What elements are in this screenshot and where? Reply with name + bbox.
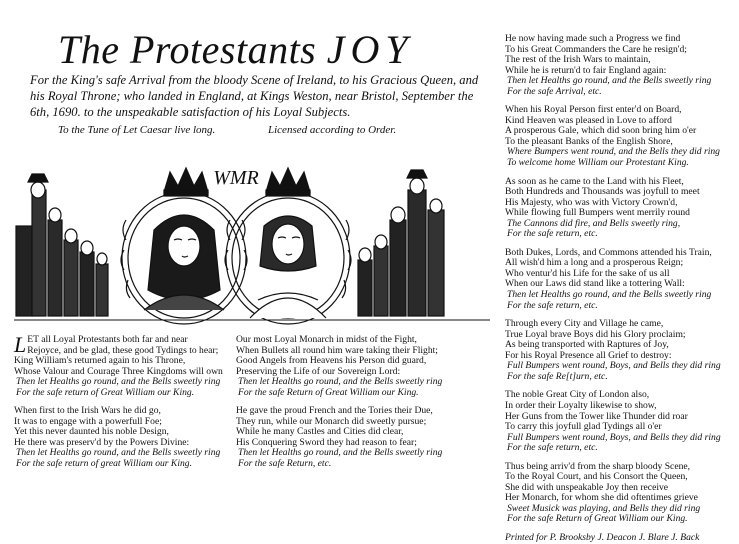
refrain-line: For the safe Return, etc.	[238, 458, 332, 470]
refrain-line: For the safe return, etc.	[507, 299, 598, 311]
portrait-queen-mary	[250, 216, 326, 318]
verse-line: He now having made such a Progress we find	[505, 33, 681, 44]
tune-line: To the Tune of Let Caesar live long.	[58, 124, 216, 136]
stanza	[505, 462, 737, 525]
verse-line: Thus being arriv'd from the sharp bloody Scene,	[505, 460, 691, 472]
verse-line: King William's returned again to his Throne,	[14, 355, 186, 367]
verse-line: To his Great Commanders the Care he resign'd;	[505, 43, 687, 55]
stanza	[14, 406, 234, 469]
verse-line: When first to the Irish Wars he did go,	[14, 405, 161, 417]
verse-line: As soon as he came to the Land with his Fleet,	[505, 175, 684, 187]
refrain-line: For the safe Return of Great William our King.	[238, 386, 419, 398]
verse-line: While he is return'd to fair England again:	[505, 64, 667, 76]
verse-line: While he many Castles and Cities did clear,	[236, 426, 404, 438]
refrain-line: For the safe Re[t]urn, etc.	[507, 370, 608, 382]
verse-line: It was to engage with a powerfull Foe;	[14, 415, 162, 427]
refrain-line: For the safe Arrival, etc.	[507, 85, 602, 97]
verse-line: When our Laws did stand like a tottering Wall:	[505, 278, 685, 290]
verse-line: The noble Great City of London also,	[505, 389, 650, 401]
verse-line: Rejoyce, and be glad, these good Tydings to hear;	[27, 344, 219, 356]
refrain-line: For the safe return, etc.	[507, 442, 598, 454]
broadside-title	[58, 26, 414, 73]
printer-imprint: Printed for P. Brooksby J. Deacon J. Blare J. Back	[505, 531, 700, 543]
refrain-line: Then let Healths go round, and the Bells sweetly ring	[507, 289, 712, 301]
verse-line: Her Monarch, for whom she did oftentimes grieve	[505, 492, 698, 504]
verse-line: The rest of the Irish Wars to maintain,	[505, 54, 651, 66]
refrain-line: For the safe return, etc.	[507, 228, 598, 240]
stanza	[236, 335, 486, 398]
verse-line: Both Dukes, Lords, and Commons attended his Train,	[505, 246, 712, 258]
stanza	[505, 248, 737, 311]
verse-line: Who ventur'd his Life for the sake of us all	[505, 267, 670, 279]
verse-line: In order their Loyalty likewise to show,	[505, 399, 657, 411]
verse-line: To the Royal Court, and his Consort the Queen,	[505, 471, 688, 483]
verse-line: His Conquering Sword they had reason to fear;	[236, 436, 417, 448]
subtitle: For the King's safe Arrival from the bloody Scene of Ireland, to his Gracious Queen, and his Royal Throne; who landed in England, at Kings Weston, near Bristol, September the 6th, 1690. to the unspeakable satisfaction of his Loyal Subjects.	[30, 73, 479, 119]
refrain-line: The Cannons did fire, and Bells sweetly ring,	[507, 217, 681, 229]
refrain-line: For the safe return of great William our King.	[16, 458, 192, 470]
verse-line: He there was preserv'd by the Powers Divine:	[14, 436, 190, 448]
stanza	[505, 34, 737, 97]
refrain-line: To welcome home William our Protestant King.	[507, 157, 689, 169]
refrain-line: For the safe return of Great William our King.	[16, 386, 195, 398]
verse-line: True Loyal brave Boys did his Glory proclaim;	[505, 328, 686, 340]
refrain-line: For the safe Return of Great William our King.	[507, 513, 688, 525]
verse-line: Whose Valour and Courage Three Kingdoms will own	[14, 365, 223, 377]
verse-line: Our most Loyal Monarch in midst of the Fight,	[236, 334, 417, 345]
portrait-king-william	[144, 215, 224, 310]
stanza	[236, 406, 486, 469]
verse-line: ET all Loyal Protestants both far and near	[27, 334, 188, 345]
refrain-line: Then let Healths go round, and the Bells sweetly ring	[238, 447, 443, 459]
verse-line: His Majesty, who was with Victory Crown'd,	[505, 196, 678, 208]
stanza	[505, 105, 737, 168]
verse-line: All wish'd him a long and a prosperous Reign;	[505, 257, 684, 269]
verse-line: As being transported with Raptures of Joy,	[505, 339, 669, 351]
verse-line: Her Guns from the Tower like Thunder did roar	[505, 410, 688, 422]
refrain-line: Sweet Musick was playing, and Bells they did ring	[507, 502, 701, 514]
verse-line: To the pleasant Banks of the English Shore,	[505, 135, 673, 147]
verse-line: When Bullets all round him ware taking their Flight;	[236, 344, 438, 356]
licensed-line: Licensed according to Order.	[268, 124, 397, 136]
title-main: The Protestants	[58, 27, 317, 72]
woodcut-illustration	[14, 160, 490, 333]
verse-line: They run, while our Monarch did sweetly pursue;	[236, 415, 427, 427]
verse-line: Kind Heaven was pleased in Love to afford	[505, 114, 672, 126]
ballad-column-2	[236, 335, 486, 478]
verse-line: He gave the proud French and the Tories their Due,	[236, 405, 433, 417]
verse-line: Yet this never daunted his noble Design,	[14, 426, 169, 438]
verse-line: Preserving the Life of our Sovereign Lord:	[236, 365, 401, 377]
ballad-column-1	[14, 332, 234, 478]
refrain-line: Then let Healths go round, and the Bells sweetly ring	[16, 447, 221, 459]
refrain-line: Full Bumpers went round, Boys, and Bells they did ring	[507, 360, 721, 372]
right-figures	[358, 170, 444, 316]
refrain-line: Then let Healths go round, and the Bells sweetly ring	[238, 376, 443, 388]
left-figures	[16, 174, 108, 316]
stanza	[505, 319, 737, 382]
verse-line: For his Royal Presence all Grief to destroy:	[505, 349, 672, 361]
refrain-line: Then let Healths go round, and the Bells sweetly ring	[507, 75, 712, 87]
verse-line: Through every City and Village he came,	[505, 318, 664, 330]
drop-cap: L	[14, 332, 27, 357]
verse-line: To carry this joyfull glad Tydings all o'er	[505, 421, 662, 433]
ballad-column-3	[505, 34, 737, 544]
verse-line: When his Royal Person first enter'd on Board,	[505, 104, 682, 116]
verse-line: Good Angels from Heavens his Person did guard,	[236, 355, 427, 367]
verse-line: Both Hundreds and Thousands was joyfull to meet	[505, 186, 700, 198]
refrain-line: Where Bumpers went round, and the Bells they did ring	[507, 146, 720, 158]
royal-monogram: WMR	[213, 167, 259, 189]
refrain-line: Full Bumpers went round, Boys, and Bells they did ring	[507, 431, 721, 443]
verse-line: She did with unspeakable Joy then receive	[505, 481, 669, 493]
stanza	[14, 332, 234, 398]
verse-line: A prosperous Gale, which did soon bring him o'er	[505, 125, 697, 137]
verse-line: While flowing full Bumpers went merrily round	[505, 207, 690, 219]
title-joy: JOY	[326, 27, 414, 72]
refrain-line: Then let Healths go round, and the Bells sweetly ring	[16, 376, 221, 388]
stanza	[505, 177, 737, 240]
stanza	[505, 390, 737, 453]
